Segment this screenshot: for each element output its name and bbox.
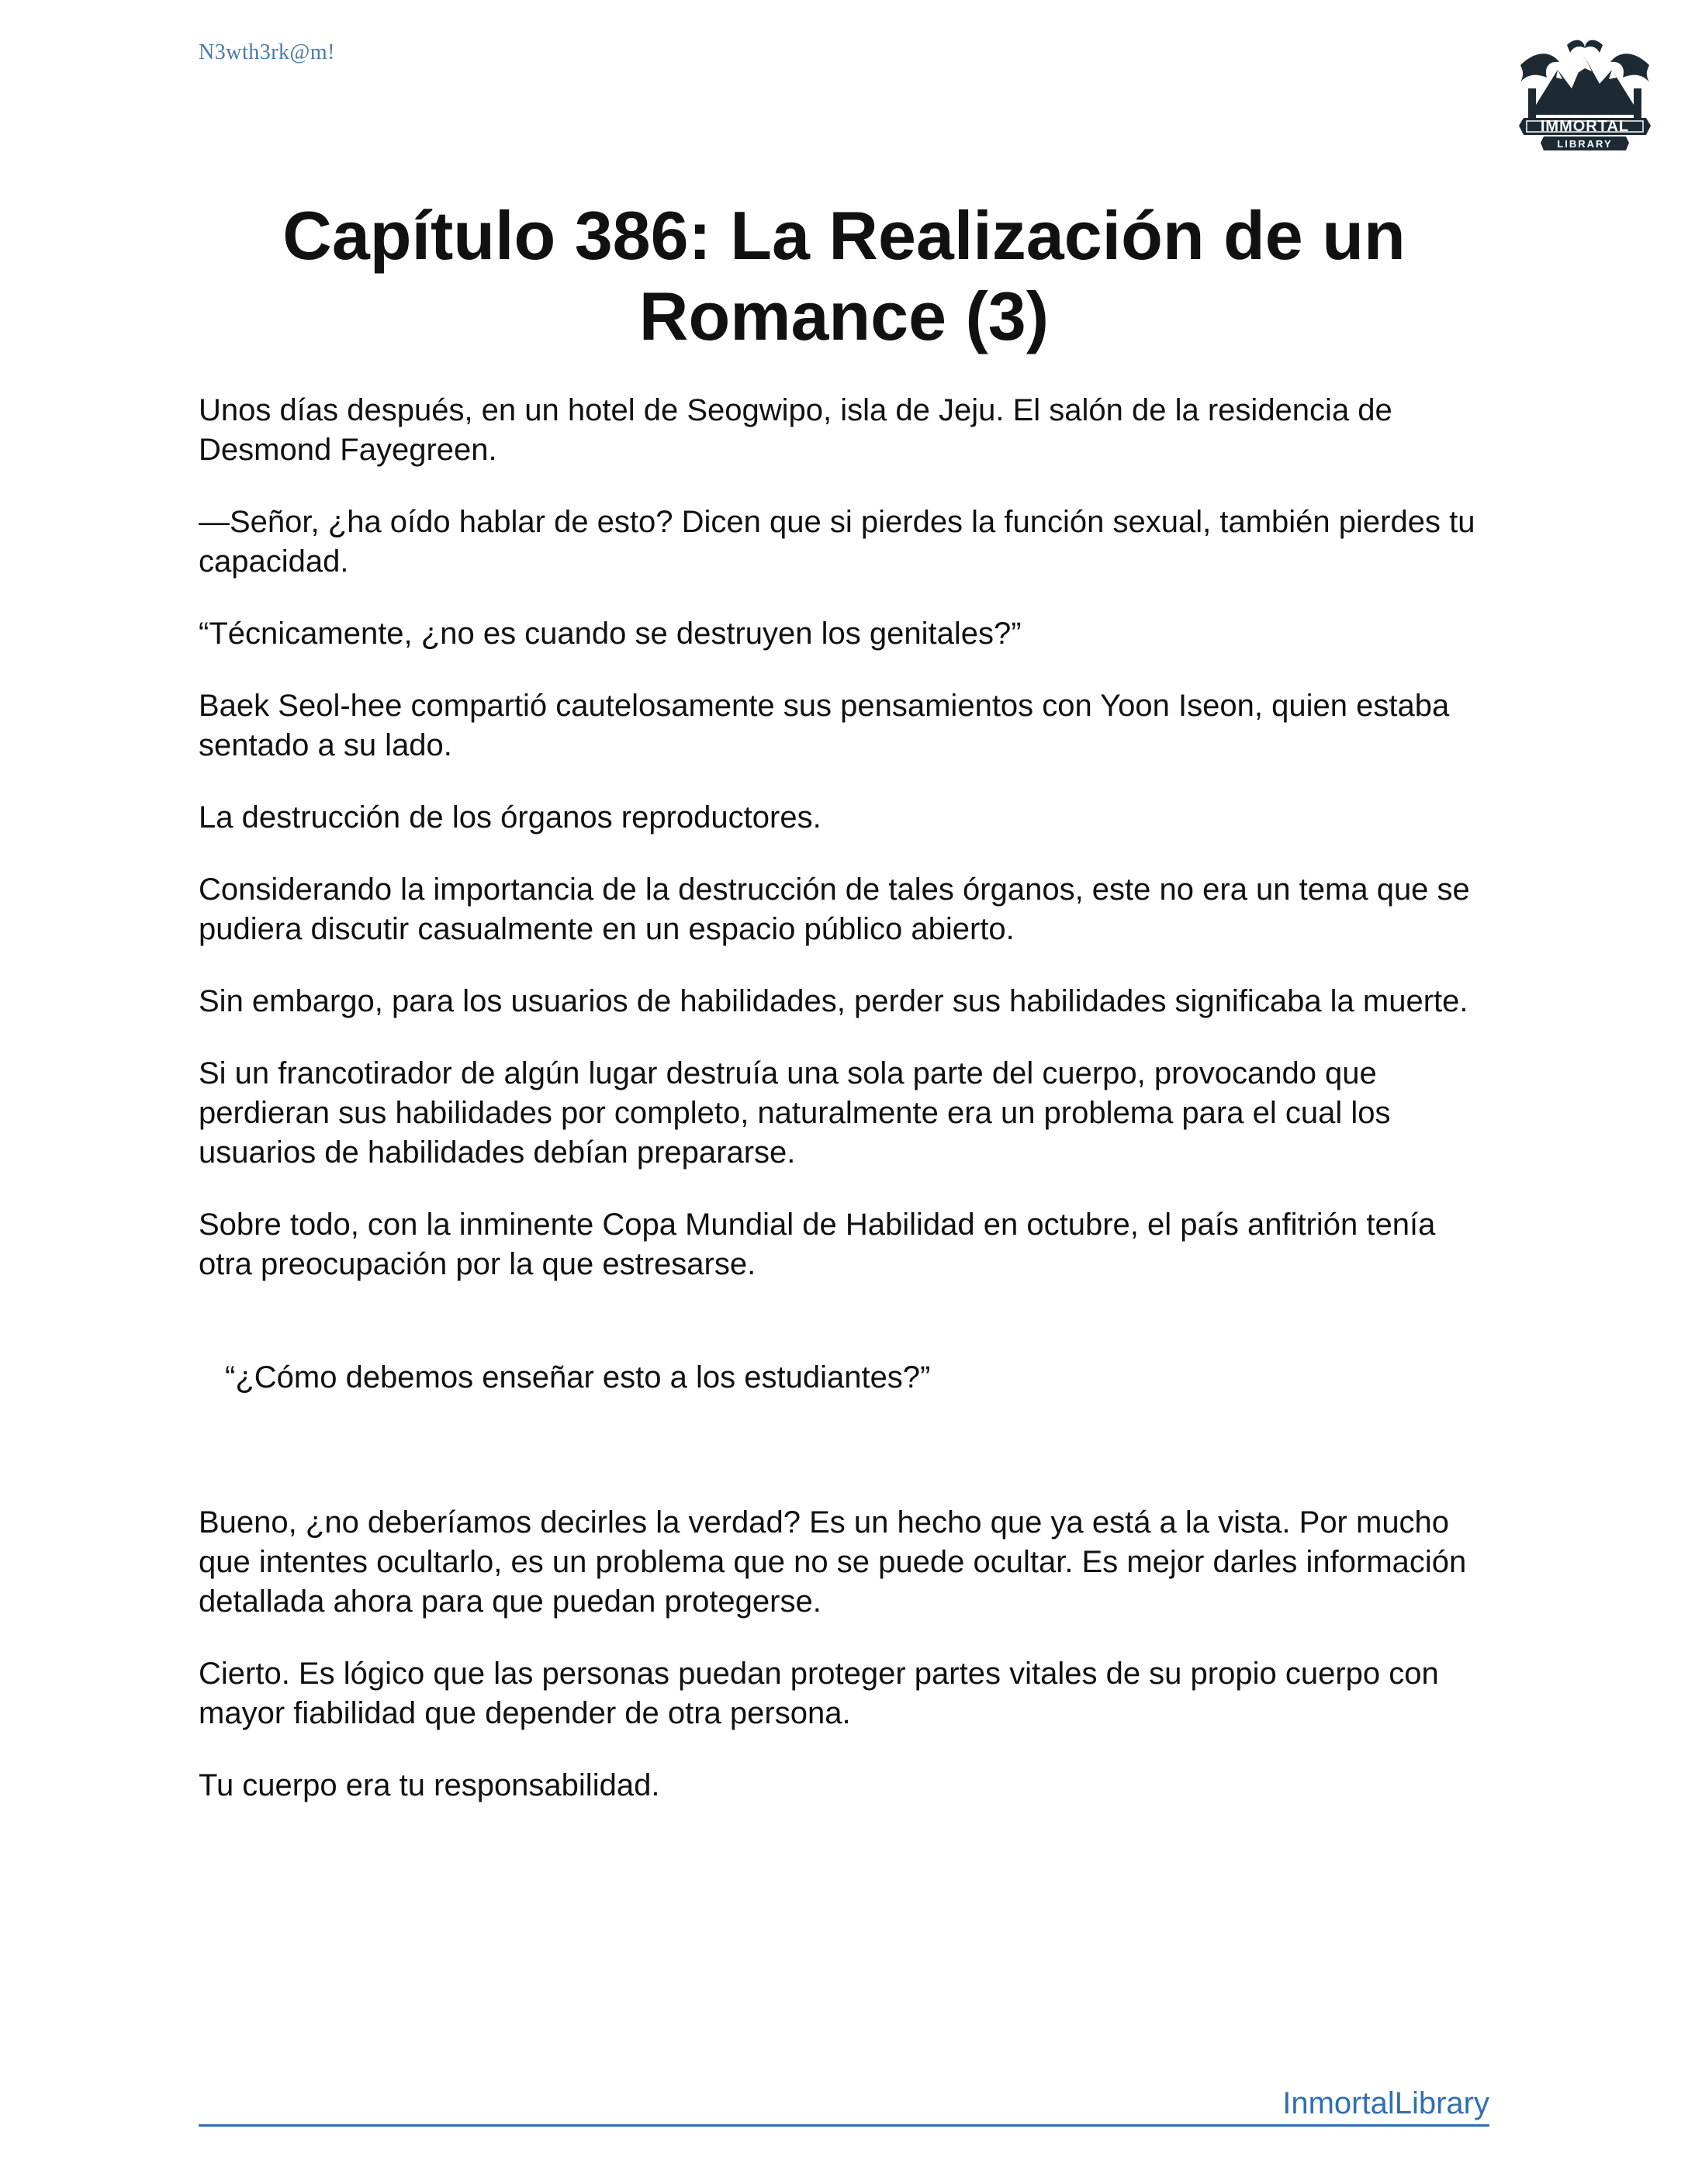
footer-label: InmortalLibrary [1282, 2086, 1489, 2120]
paragraph: Sin embargo, para los usuarios de habilidades, perder sus habilidades significaba la muerte. [199, 984, 1468, 1018]
chapter-title [199, 195, 1489, 357]
paragraph: Baek Seol-hee compartió cautelosamente sus pensamientos con Yoon Iseon, quien estaba sentado a su lado. [199, 689, 1450, 762]
paragraph: Sobre todo, con la inminente Copa Mundial de Habilidad en octubre, el país anfitrión tenía otra preocupación por la que estresarse. [199, 1208, 1436, 1281]
paragraph: —Señor, ¿ha oído hablar de esto? Dicen que si pierdes la función sexual, también pierdes tu capacidad. [199, 505, 1475, 579]
paragraph: Si un francotirador de algún lugar destruía una sola parte del cuerpo, provocando que perdieran sus habilidades por completo, naturalmente era un problema para el cual los usuarios de habilidades debían prepararse. [199, 1056, 1391, 1170]
watermark: N3wth3rk@m! [199, 40, 335, 64]
paragraph: Unos días después, en un hotel de Seogwipo, isla de Jeju. El salón de la residencia de Desmond Fayegreen. [199, 393, 1392, 467]
footer-divider [199, 2124, 1489, 2127]
paragraph: Cierto. Es lógico que las personas puedan proteger partes vitales de su propio cuerpo con mayor fiabilidad que depender de otra persona. [199, 1657, 1439, 1730]
paragraph: La destrucción de los órganos reproductores. [199, 800, 822, 835]
logo-text-line2: LIBRARY [1557, 138, 1613, 150]
paragraph: Bueno, ¿no deberíamos decirles la verdad? Es un hecho que ya está a la vista. Por mucho que intentes ocultarlo, es un problema que no se puede ocultar. Es mejor darles información detallada ahora para que puedan protegerse. [199, 1505, 1467, 1619]
chapter-body [199, 391, 1489, 1838]
immortal-library-logo-icon [1513, 34, 1657, 160]
chapter-title-line1: Capítulo 386: La Realización de un [282, 197, 1406, 274]
paragraph: Considerando la importancia de la destrucción de tales órganos, este no era un tema que se pudiera discutir casualmente en un espacio público abierto. [199, 873, 1470, 946]
paragraph: Tu cuerpo era tu responsabilidad. [199, 1768, 660, 1802]
logo-text-line1: IMMORTAL [1540, 118, 1630, 135]
quoted-paragraph: “¿Cómo debemos enseñar esto a los estudiantes?” [225, 1360, 931, 1394]
paragraph: “Técnicamente, ¿no es cuando se destruyen los genitales?” [199, 617, 1022, 651]
chapter-title-line2: Romance (3) [638, 278, 1050, 354]
